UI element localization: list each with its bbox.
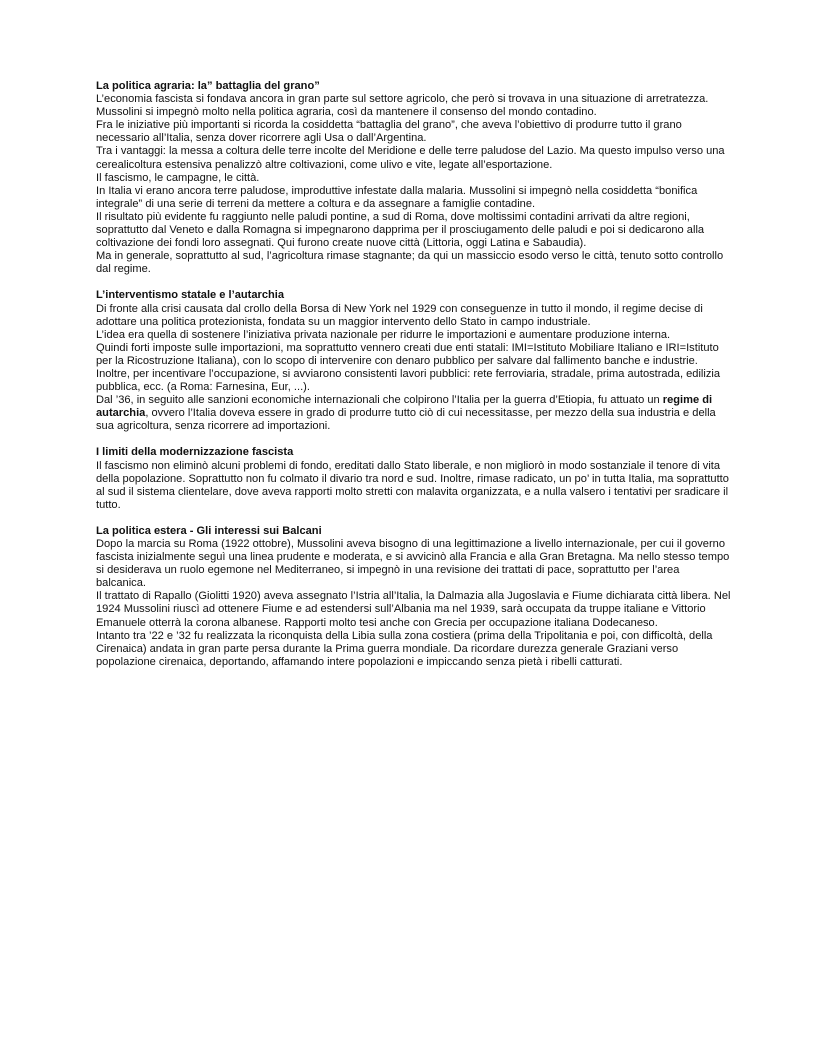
paragraph: Il fascismo, le campagne, le città.: [96, 171, 260, 184]
paragraph: Mussolini si impegnò molto nella politica agraria, così da mantenere il consenso del mondo contadino.: [96, 106, 597, 119]
paragraph: Intanto tra ’22 e ’32 fu realizzata la riconquista della Libia sulla zona costiera (prima della Tripolitania e poi, con difficoltà, della Cirenaica) andata in gran parte persa durante la Prima guerra mondiale. Da ricordare durezza generale Graziani verso popolazione cirenaica, deportando, affamando intere popolazioni e impiccando senza pietà i ribelli catturati.: [96, 629, 713, 668]
paragraph: Fra le iniziative più importanti si ricorda la cosiddetta “battaglia del grano”, che aveva l’obiettivo di produrre tutto il grano necessario all’Italia, senza dover ricorrere agli Usa o dall’Argentina.: [96, 119, 682, 145]
bold-term: regime di autarchia: [96, 394, 713, 420]
paragraph: Ma in generale, soprattutto al sud, l’agricoltura rimase stagnante; da qui un massiccio esodo verso le città, tenuto sotto controllo dal regime.: [96, 250, 724, 276]
section-agrarian-policy: [96, 80, 732, 276]
section-heading: La politica agraria: la” battaglia del grano”: [96, 80, 320, 92]
paragraph: L’idea era quella di sostenere l’iniziativa privata nazionale per ridurre le importazioni e aumentare produzione interna.: [96, 328, 671, 341]
document-page: [96, 80, 732, 682]
paragraph: Il risultato più evidente fu raggiunto nelle paludi pontine, a sud di Roma, dove moltissimi contadini arrivati da altre regioni, soprattutto dal Veneto e dalla Romagna si impegnarono dapprima per il prosciugamento delle paludi e poi si dedicarono alla coltivazione dei fondi loro assegnati. Qui furono create nuove città (Littoria, oggi Latina e Sabaudia).: [96, 210, 705, 250]
paragraph: Il fascismo non eliminò alcuni problemi di fondo, ereditati dallo Stato liberale, e non migliorò in modo sostanziale il tenore di vita della popolazione. Soprattutto non fu colmato il divario tra nord e sud. Inoltre, rimase radicato, un po’ in tutta Italia, ma soprattutto al sud il sistema clientelare, dove aveva rapporti molto stretti con malavita organizzata, e a nulla valsero i tentativi per sradicare il tutto.: [96, 459, 729, 511]
paragraph: Dopo la marcia su Roma (1922 ottobre), Mussolini aveva bisogno di una legittimazione a livello internazionale, per cui il governo fascista inizialmente seguì una linea prudente e moderata, e si avvicinò alla Francia e alla Gran Bretagna. Ma nello stesso tempo si desiderava un ruolo egemone nel Mediterraneo, si impegnò in una revisione dei trattati di pace, soprattutto per l’area balcanica.: [96, 538, 730, 590]
paragraph-autarchy: [96, 394, 732, 433]
paragraph: L’economia fascista si fondava ancora in gran parte sul settore agricolo, che però si trovava in una situazione di arretratezza.: [96, 93, 709, 106]
paragraph: Quindi forti imposte sulle importazioni, ma soprattutto vennero creati due enti statali: IMI=Istituto Mobiliare Italiano e IRI=Istituto per la Ricostruzione Italiana), con lo scopo di intervenire con denaro pubblico per salvare dal fallimento banche e industrie.: [96, 341, 719, 367]
paragraph: Il trattato di Rapallo (Giolitti 1920) aveva assegnato l’Istria all’Italia, la Dalmazia alla Jugoslavia e Fiume dichiarata città libera. Nel 1924 Mussolini riuscì ad ottenere Fiume e ad estendersi sull’Albania ma nel 1939, sarà occupata da truppe italiane e Vittorio Emanuele otterrà la corona albanese. Rapporti molto tesi anche con Grecia per occupazione italiana Dodecaneso.: [96, 590, 731, 629]
paragraph: Inoltre, per incentivare l’occupazione, si avviarono consistenti lavori pubblici: rete ferroviaria, stradale, prima autostrada, edilizia pubblica, ecc. (a Roma: Farnesina, Eur, ...).: [96, 367, 721, 394]
paragraph: In Italia vi erano ancora terre paludose, improduttive infestate dalla malaria. Mussolini si impegnò nella cosiddetta “bonifica integrale” di una serie di terreni da mettere a coltura e da assegnare a famiglie contadine.: [96, 184, 698, 210]
section-modernization-limits: [96, 446, 732, 511]
section-state-intervention: [96, 289, 732, 433]
section-foreign-policy: [96, 525, 732, 669]
section-heading: I limiti della modernizzazione fascista: [96, 446, 294, 459]
section-heading: L’interventismo statale e l’autarchia: [96, 289, 285, 302]
paragraph-text: Dal ’36, in seguito alle sanzioni economiche internazionali che colpirono l’Italia per la guerra d’Etiopia, fu attuato un: [96, 394, 663, 407]
paragraph: Di fronte alla crisi causata dal crollo della Borsa di New York nel 1929 con conseguenze in tutto il mondo, il regime decise di adottare una politica protezionista, fondata su un maggior intervento dello Stato in campo industriale.: [96, 302, 703, 328]
paragraph: Tra i vantaggi: la messa a coltura delle terre incolte del Meridione e delle terre paludose del Lazio. Ma questo impulso verso una cerealicoltura estensiva penalizzò altre coltivazioni, come ulivo e vite, legate all’esportazione.: [96, 145, 725, 171]
paragraph-text: , ovvero l’Italia doveva essere in grado di produrre tutto ciò di cui necessitasse, per mezzo della sua industria e della sua agricoltura, senza ricorrere ad importazioni.: [96, 407, 716, 433]
section-heading: La politica estera - Gli interessi sui Balcani: [96, 524, 322, 537]
